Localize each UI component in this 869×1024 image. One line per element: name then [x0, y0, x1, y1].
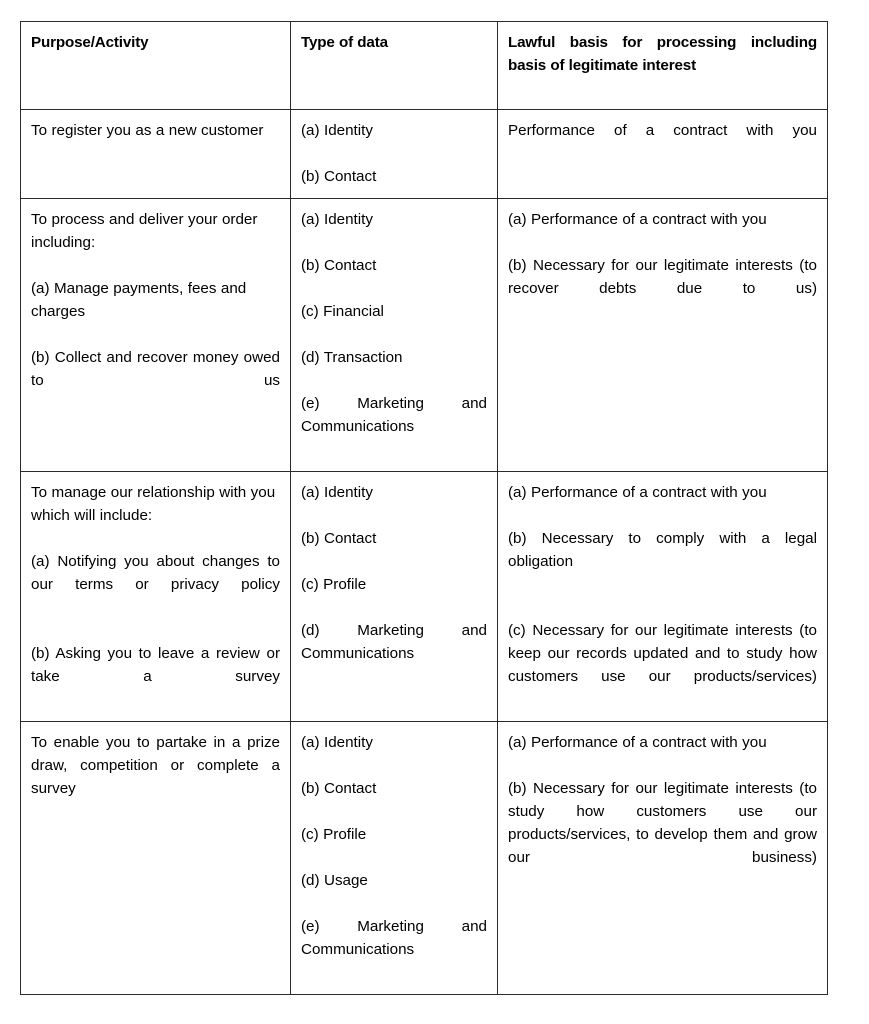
cell-purpose [21, 722, 291, 995]
purpose-paragraph: To manage our relationship with you which will include: [31, 484, 276, 524]
lawful-basis-paragraph: (a) Performance of a contract with you [508, 211, 767, 228]
data-type-item: (e) Marketing and Communications [301, 395, 487, 435]
lawful-basis-paragraph: (b) Necessary for our legitimate interests (to study how customers use our products/services, to develop them and grow our business) [508, 780, 817, 866]
data-type-item: (d) Marketing and Communications [301, 622, 487, 662]
purpose-paragraph: To enable you to partake in a prize draw, competition or complete a survey [31, 734, 280, 797]
cell-lawful-basis [498, 472, 828, 722]
data-type-item: (e) Marketing and Communications [301, 918, 487, 958]
purpose-paragraph: To register you as a new customer [31, 122, 264, 139]
lawful-basis-paragraph: (a) Performance of a contract with you [508, 484, 767, 501]
cell-type-of-data [291, 722, 498, 995]
purpose-paragraph: (b) Asking you to leave a review or take a survey [31, 645, 280, 685]
lawful-basis-paragraph: Performance of a contract with you [508, 122, 817, 139]
column-header-lawful-basis: Lawful basis for processing including basis of legitimate interest [498, 22, 828, 110]
data-type-item: (c) Profile [301, 826, 367, 843]
purpose-paragraph: (a) Notifying you about changes to our terms or privacy policy [31, 553, 280, 593]
data-type-item: (c) Profile [301, 576, 367, 593]
data-type-item: (b) Contact [301, 530, 377, 547]
data-type-item: (d) Transaction [301, 349, 403, 366]
data-type-item: (b) Contact [301, 168, 377, 185]
column-header-type-of-data: Type of data [291, 22, 498, 110]
cell-purpose [21, 110, 291, 199]
table-row [21, 110, 828, 199]
table-row [21, 722, 828, 995]
data-type-item: (d) Usage [301, 872, 368, 889]
table-row [21, 472, 828, 722]
cell-type-of-data [291, 472, 498, 722]
data-type-item: (c) Financial [301, 303, 384, 320]
lawful-basis-paragraph: (b) Necessary to comply with a legal obligation [508, 530, 817, 570]
table-body [21, 110, 828, 995]
cell-lawful-basis [498, 722, 828, 995]
lawful-basis-paragraph: (c) Necessary for our legitimate interests (to keep our records updated and to study how customers use our products/services) [508, 622, 817, 685]
table-header-row [21, 22, 828, 110]
table-row [21, 199, 828, 472]
data-type-item: (a) Identity [301, 122, 373, 139]
data-type-item: (b) Contact [301, 780, 377, 797]
data-type-item: (a) Identity [301, 734, 373, 751]
purpose-paragraph: (a) Manage payments, fees and charges [31, 280, 247, 320]
purpose-paragraph: (b) Collect and recover money owed to us [31, 349, 280, 389]
lawful-basis-paragraph: (b) Necessary for our legitimate interests (to recover debts due to us) [508, 257, 817, 297]
data-type-item: (a) Identity [301, 484, 373, 501]
purpose-paragraph: To process and deliver your order including: [31, 211, 258, 251]
cell-type-of-data [291, 110, 498, 199]
table-header [21, 22, 828, 110]
data-type-item: (a) Identity [301, 211, 373, 228]
cell-type-of-data [291, 199, 498, 472]
cell-lawful-basis [498, 110, 828, 199]
column-header-purpose: Purpose/Activity [21, 22, 291, 110]
cell-purpose [21, 472, 291, 722]
lawful-basis-table [20, 21, 828, 995]
cell-lawful-basis [498, 199, 828, 472]
cell-purpose [21, 199, 291, 472]
lawful-basis-paragraph: (a) Performance of a contract with you [508, 734, 767, 751]
data-type-item: (b) Contact [301, 257, 377, 274]
